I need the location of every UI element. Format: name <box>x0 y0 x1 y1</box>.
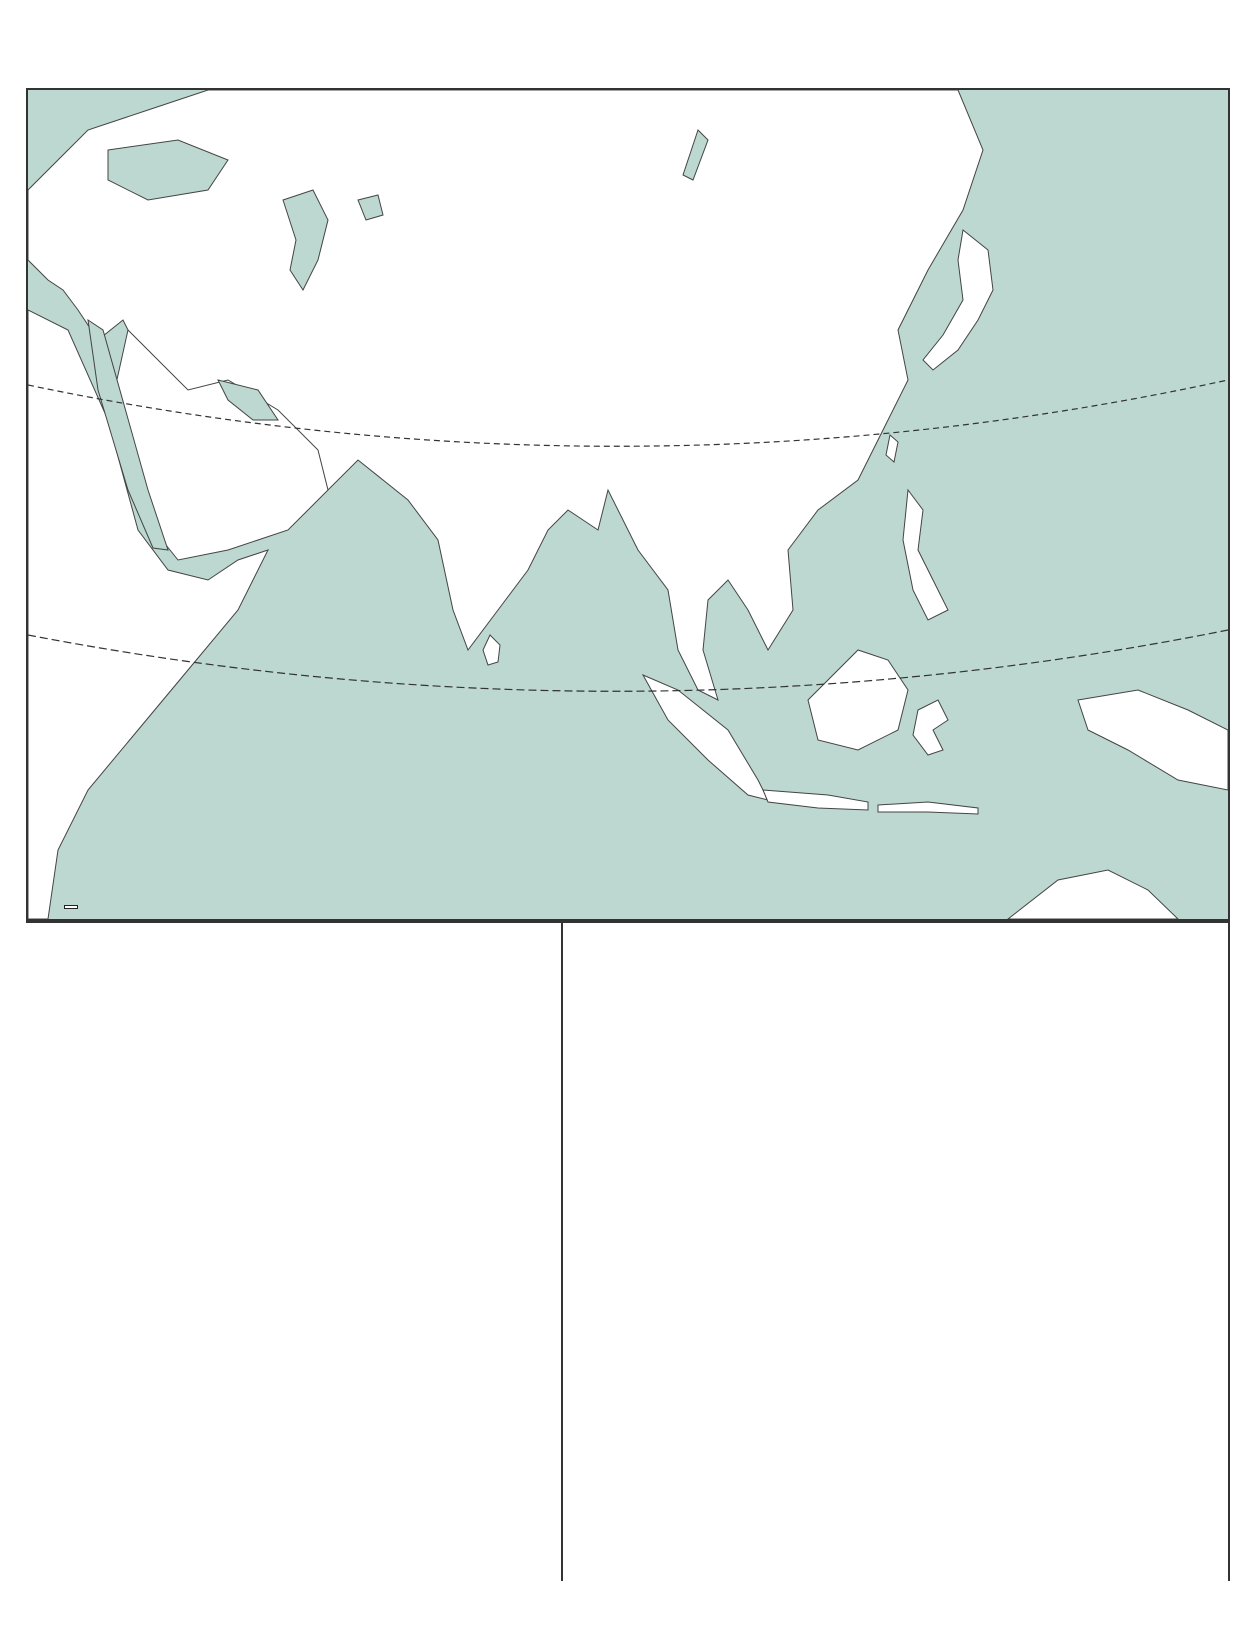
map-canvas <box>28 90 1228 919</box>
contour-map <box>26 88 1230 921</box>
legend-panel <box>563 921 1230 1581</box>
tasks-panel <box>26 921 563 1581</box>
map-scale <box>64 905 78 909</box>
